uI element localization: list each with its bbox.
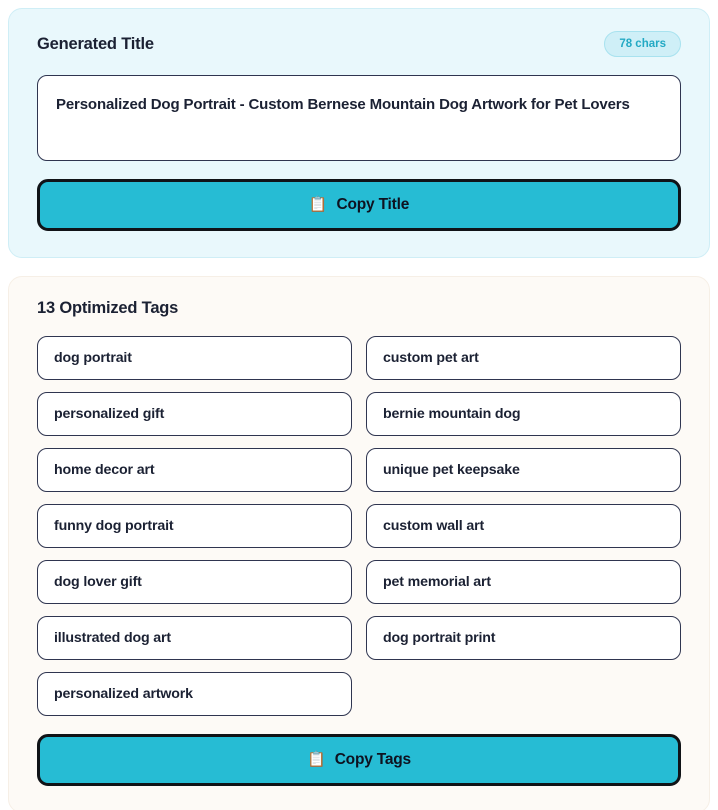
tags-section-title: 13 Optimized Tags bbox=[37, 298, 179, 317]
generated-title-card bbox=[8, 8, 710, 258]
tag-item[interactable]: bernie mountain dog bbox=[366, 392, 681, 436]
tag-item[interactable]: dog lover gift bbox=[37, 560, 352, 604]
copy-title-button[interactable] bbox=[37, 179, 681, 231]
char-count-badge: 78 chars bbox=[604, 31, 681, 57]
tag-item[interactable]: personalized gift bbox=[37, 392, 352, 436]
tag-item[interactable]: dog portrait print bbox=[366, 616, 681, 660]
tag-item[interactable]: dog portrait bbox=[37, 336, 352, 380]
tag-item[interactable]: funny dog portrait bbox=[37, 504, 352, 548]
optimized-tags-card bbox=[8, 276, 710, 810]
clipboard-icon: 📋 bbox=[307, 751, 326, 769]
page-title: Generated Title bbox=[37, 34, 154, 53]
tag-item[interactable]: custom wall art bbox=[366, 504, 681, 548]
tag-item[interactable]: home decor art bbox=[37, 448, 352, 492]
tag-item[interactable]: unique pet keepsake bbox=[366, 448, 681, 492]
copy-tags-label: Copy Tags bbox=[334, 750, 411, 768]
tag-item[interactable]: illustrated dog art bbox=[37, 616, 352, 660]
clipboard-icon: 📋 bbox=[308, 196, 328, 214]
tag-item[interactable]: personalized artwork bbox=[37, 672, 352, 716]
title-card-header bbox=[37, 31, 681, 57]
tags-grid bbox=[37, 336, 681, 716]
copy-title-label: Copy Title bbox=[336, 195, 410, 213]
tag-item[interactable]: custom pet art bbox=[366, 336, 681, 380]
tag-item[interactable]: pet memorial art bbox=[366, 560, 681, 604]
copy-tags-button[interactable] bbox=[37, 734, 681, 786]
generated-title-input[interactable] bbox=[37, 75, 681, 161]
